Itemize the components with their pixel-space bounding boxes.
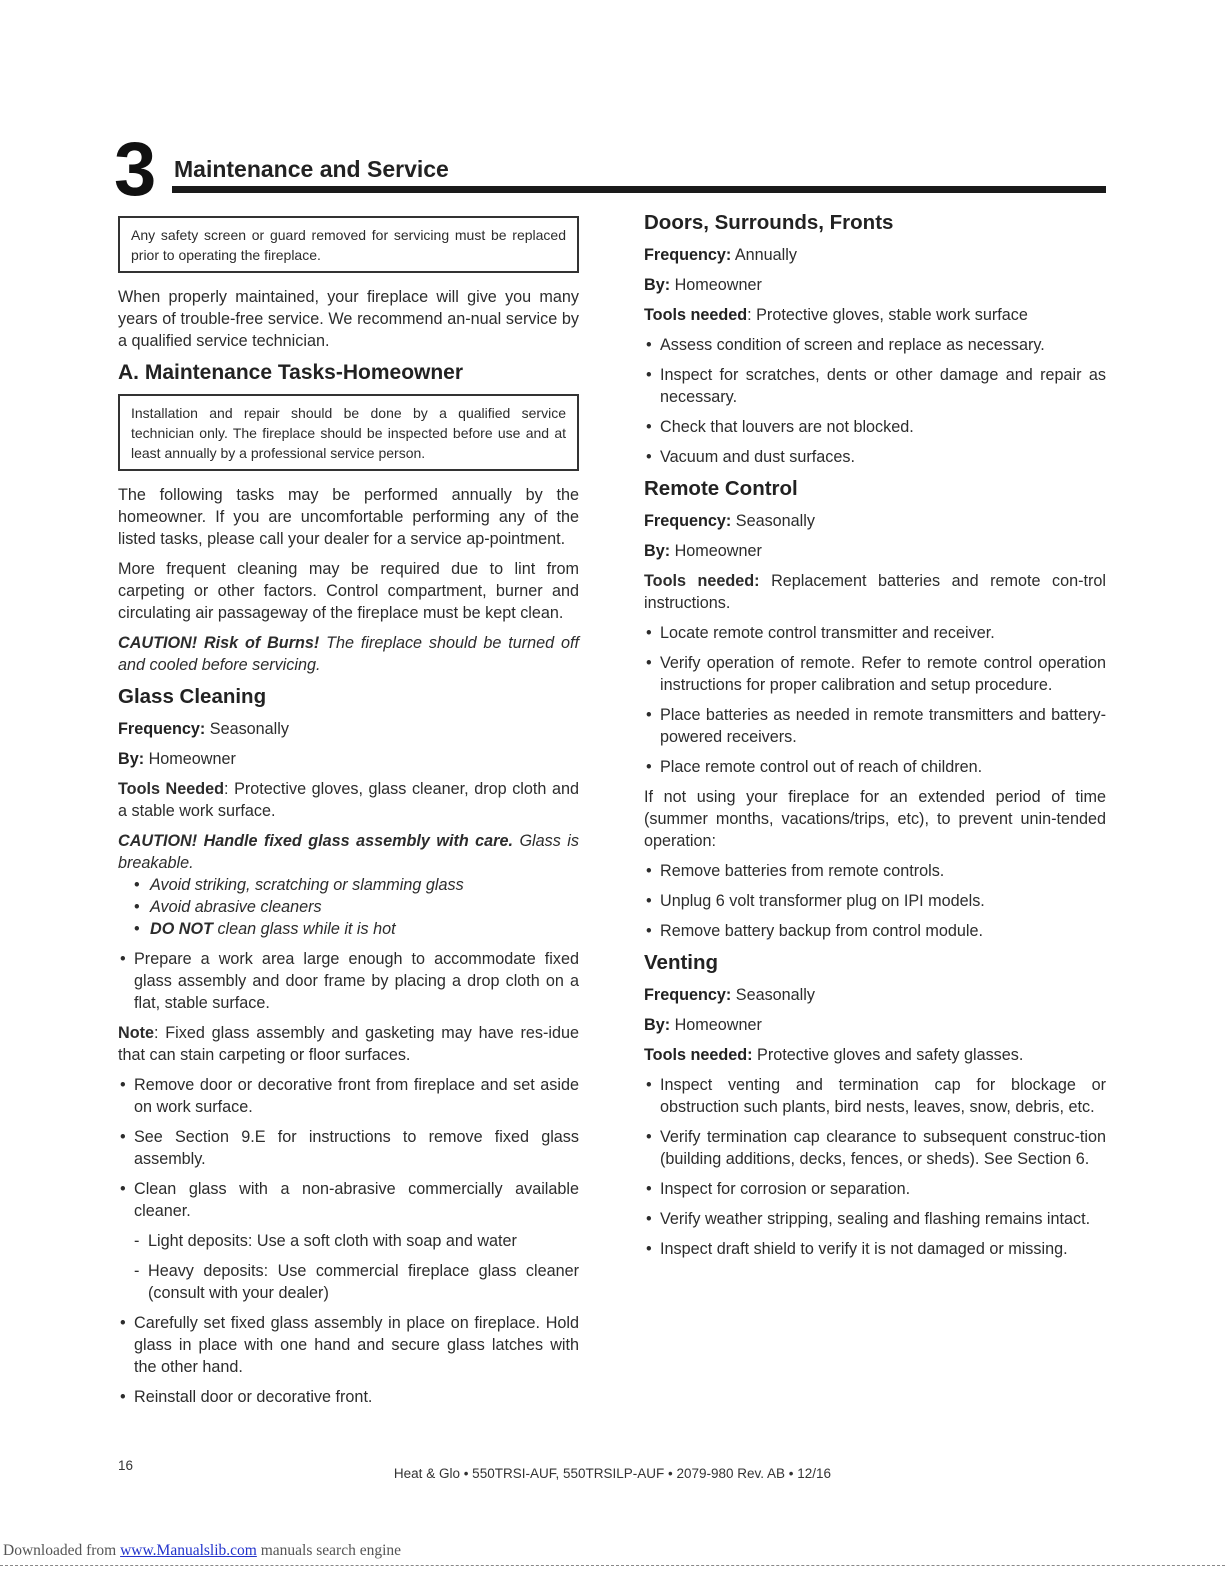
glass-caution-item: • Avoid striking, scratching or slamming glass bbox=[118, 874, 579, 896]
remote-storage-paragraph: If not using your fireplace for an extended period of time (summer months, vacations/trips, etc), to prevent unin-tended operation: bbox=[644, 788, 1106, 850]
glass-note-label: Note bbox=[118, 1024, 154, 1042]
venting-frequency bbox=[644, 984, 1106, 1006]
doors-item: • Check that louvers are not blocked. bbox=[644, 416, 1106, 438]
glass-step: • Prepare a work area large enough to accommodate fixed glass assembly and door frame by placing a drop cloth on a flat, stable surface. bbox=[118, 948, 579, 1014]
doors-by bbox=[644, 274, 1106, 296]
doors-tools-label: Tools needed bbox=[644, 306, 748, 324]
venting-item: • Verify termination cap clearance to subsequent construc-tion (building additions, decks, fences, or sheds). See Section 6. bbox=[644, 1126, 1106, 1170]
glass-by-label: By: bbox=[118, 750, 145, 768]
doors-by-label: By: bbox=[644, 276, 671, 294]
glass-caution-label: CAUTION! Handle fixed glass assembly with care. bbox=[118, 832, 513, 850]
remote-tools-value: Replacement batteries and remote con-trol instructions. bbox=[644, 572, 1106, 612]
venting-by-value: Homeowner bbox=[674, 1016, 762, 1034]
remote-storage-item: • Unplug 6 volt transformer plug on IPI models. bbox=[644, 890, 1106, 912]
venting-tools-value: Protective gloves and safety glasses. bbox=[752, 1046, 1024, 1064]
glass-frequency-label: Frequency: bbox=[118, 720, 206, 738]
burn-caution-label: CAUTION! Risk of Burns! bbox=[118, 634, 320, 652]
glass-caution-item bbox=[118, 918, 579, 940]
download-prefix: Downloaded from bbox=[3, 1542, 121, 1559]
doors-list bbox=[644, 334, 1106, 468]
remote-frequency-label: Frequency: bbox=[644, 512, 732, 530]
glass-step: • Remove door or decorative front from fireplace and set aside on work surface. bbox=[118, 1074, 579, 1118]
venting-frequency-value: Seasonally bbox=[735, 986, 815, 1004]
doors-item: • Assess condition of screen and replace as necessary. bbox=[644, 334, 1106, 356]
glass-deposit-list bbox=[118, 1230, 579, 1304]
glass-caution bbox=[118, 830, 579, 874]
glass-deposit-item: - Light deposits: Use a soft cloth with soap and water bbox=[118, 1230, 579, 1252]
doors-frequency-label: Frequency: bbox=[644, 246, 732, 264]
glass-note-text: : Fixed glass assembly and gasketing may have res-idue that can stain carpeting or floor surfaces. bbox=[118, 1024, 579, 1064]
glass-tools-value: : Protective gloves, glass cleaner, drop cloth and a stable work surface. bbox=[118, 780, 580, 820]
remote-by-label: By: bbox=[644, 542, 671, 560]
doors-tools bbox=[644, 304, 1106, 326]
download-banner bbox=[3, 1542, 401, 1560]
right-column bbox=[644, 211, 1106, 1268]
venting-frequency-label: Frequency: bbox=[644, 986, 732, 1004]
manualslib-link[interactable]: www.Manualslib.com bbox=[120, 1542, 257, 1559]
remote-item: • Place remote control out of reach of children. bbox=[644, 756, 1106, 778]
remote-list bbox=[644, 622, 1106, 778]
venting-item: • Inspect venting and termination cap for blockage or obstruction such plants, bird nests, leaves, snow, debris, etc. bbox=[644, 1074, 1106, 1118]
doors-frequency bbox=[644, 244, 1106, 266]
remote-heading: Remote Control bbox=[644, 477, 798, 500]
installation-notice: Installation and repair should be done by a qualified service technician only. The fireplace should be inspected before use and at least annually by a professional service person. bbox=[118, 394, 579, 471]
burn-caution-text: The fireplace should be turned off and cooled before servicing. bbox=[118, 634, 580, 674]
venting-by-label: By: bbox=[644, 1016, 671, 1034]
burn-caution bbox=[118, 632, 579, 676]
venting-item: • Inspect draft shield to verify it is not damaged or missing. bbox=[644, 1238, 1106, 1260]
page-number: 16 bbox=[118, 1458, 134, 1473]
venting-by bbox=[644, 1014, 1106, 1036]
remote-by bbox=[644, 540, 1106, 562]
glass-caution-donot: DO NOT bbox=[150, 920, 213, 938]
remote-tools-label: Tools needed: bbox=[644, 572, 760, 590]
tasks-paragraph: The following tasks may be performed annually by the homeowner. If you are uncomfortable performing any of the listed tasks, please call your dealer for a service ap-pointment. bbox=[118, 486, 579, 548]
glass-step: • Clean glass with a non-abrasive commercially available cleaner. bbox=[118, 1178, 579, 1222]
doors-heading: Doors, Surrounds, Fronts bbox=[644, 211, 894, 234]
doors-item: • Inspect for scratches, dents or other damage and repair as necessary. bbox=[644, 364, 1106, 408]
venting-list bbox=[644, 1074, 1106, 1260]
glass-step: • Carefully set fixed glass assembly in place on fireplace. Hold glass in place with one hand and secure glass latches with the other hand. bbox=[118, 1312, 579, 1378]
download-suffix: manuals search engine bbox=[260, 1542, 402, 1559]
glass-caution-list bbox=[118, 874, 579, 940]
glass-tools-label: Tools Needed bbox=[118, 780, 225, 798]
remote-item: • Place batteries as needed in remote transmitters and battery-powered receivers. bbox=[644, 704, 1106, 748]
remote-item: • Locate remote control transmitter and receiver. bbox=[644, 622, 1106, 644]
glass-by bbox=[118, 748, 579, 770]
venting-tools bbox=[644, 1044, 1106, 1066]
remote-storage-list bbox=[644, 860, 1106, 942]
glass-tools bbox=[118, 778, 579, 822]
venting-heading: Venting bbox=[644, 951, 719, 974]
doors-by-value: Homeowner bbox=[674, 276, 762, 294]
venting-item: • Verify weather stripping, sealing and flashing remains intact. bbox=[644, 1208, 1106, 1230]
remote-frequency bbox=[644, 510, 1106, 532]
banner-divider bbox=[0, 1565, 1225, 1566]
intro-paragraph: When properly maintained, your fireplace will give you many years of trouble-free service. We recommend an-nual service by a qualified service technician. bbox=[118, 288, 579, 350]
chapter-rule bbox=[172, 186, 1106, 193]
venting-tools-label: Tools needed: bbox=[644, 1046, 753, 1064]
remote-item: • Verify operation of remote. Refer to remote control operation instructions for proper calibration and setup procedure. bbox=[644, 652, 1106, 696]
glass-caution-donot-text: clean glass while it is hot bbox=[217, 920, 396, 938]
footer-text: Heat & Glo • 550TRSI-AUF, 550TRSILP-AUF • 2079-980 Rev. AB • 12/16 bbox=[393, 1466, 832, 1481]
safety-screen-notice: Any safety screen or guard removed for servicing must be replaced prior to operating the fireplace. bbox=[118, 216, 579, 273]
glass-caution-text: Glass is breakable. bbox=[118, 832, 579, 872]
glass-cleaning-heading: Glass Cleaning bbox=[118, 685, 267, 708]
glass-steps-b bbox=[118, 1074, 579, 1222]
glass-steps-c bbox=[118, 1312, 579, 1408]
glass-by-value: Homeowner bbox=[148, 750, 236, 768]
left-column bbox=[118, 216, 579, 1416]
glass-frequency bbox=[118, 718, 579, 740]
chapter-number: 3 bbox=[114, 127, 155, 212]
chapter-title: Maintenance and Service bbox=[174, 156, 449, 182]
doors-tools-value: : Protective gloves, stable work surface bbox=[747, 306, 1028, 324]
glass-caution-item: • Avoid abrasive cleaners bbox=[118, 896, 579, 918]
remote-storage-item: • Remove batteries from remote controls. bbox=[644, 860, 1106, 882]
remote-frequency-value: Seasonally bbox=[735, 512, 815, 530]
glass-step: • See Section 9.E for instructions to remove fixed glass assembly. bbox=[118, 1126, 579, 1170]
glass-deposit-item: - Heavy deposits: Use commercial fireplace glass cleaner (consult with your dealer) bbox=[118, 1260, 579, 1304]
doors-item: • Vacuum and dust surfaces. bbox=[644, 446, 1106, 468]
glass-step: • Reinstall door or decorative front. bbox=[118, 1386, 579, 1408]
glass-frequency-value: Seasonally bbox=[209, 720, 289, 738]
doors-frequency-value: Annually bbox=[734, 246, 797, 264]
section-heading-homeowner-tasks: A. Maintenance Tasks-Homeowner bbox=[118, 361, 464, 384]
remote-by-value: Homeowner bbox=[674, 542, 762, 560]
venting-item: • Inspect for corrosion or separation. bbox=[644, 1178, 1106, 1200]
glass-note bbox=[118, 1022, 579, 1066]
remote-tools bbox=[644, 570, 1106, 614]
cleaning-paragraph: More frequent cleaning may be required due to lint from carpeting or other factors. Control compartment, burner and circulating air passageway of the fireplace must be kept clean. bbox=[118, 560, 579, 622]
remote-storage-item: • Remove battery backup from control module. bbox=[644, 920, 1106, 942]
glass-steps-a bbox=[118, 948, 579, 1014]
